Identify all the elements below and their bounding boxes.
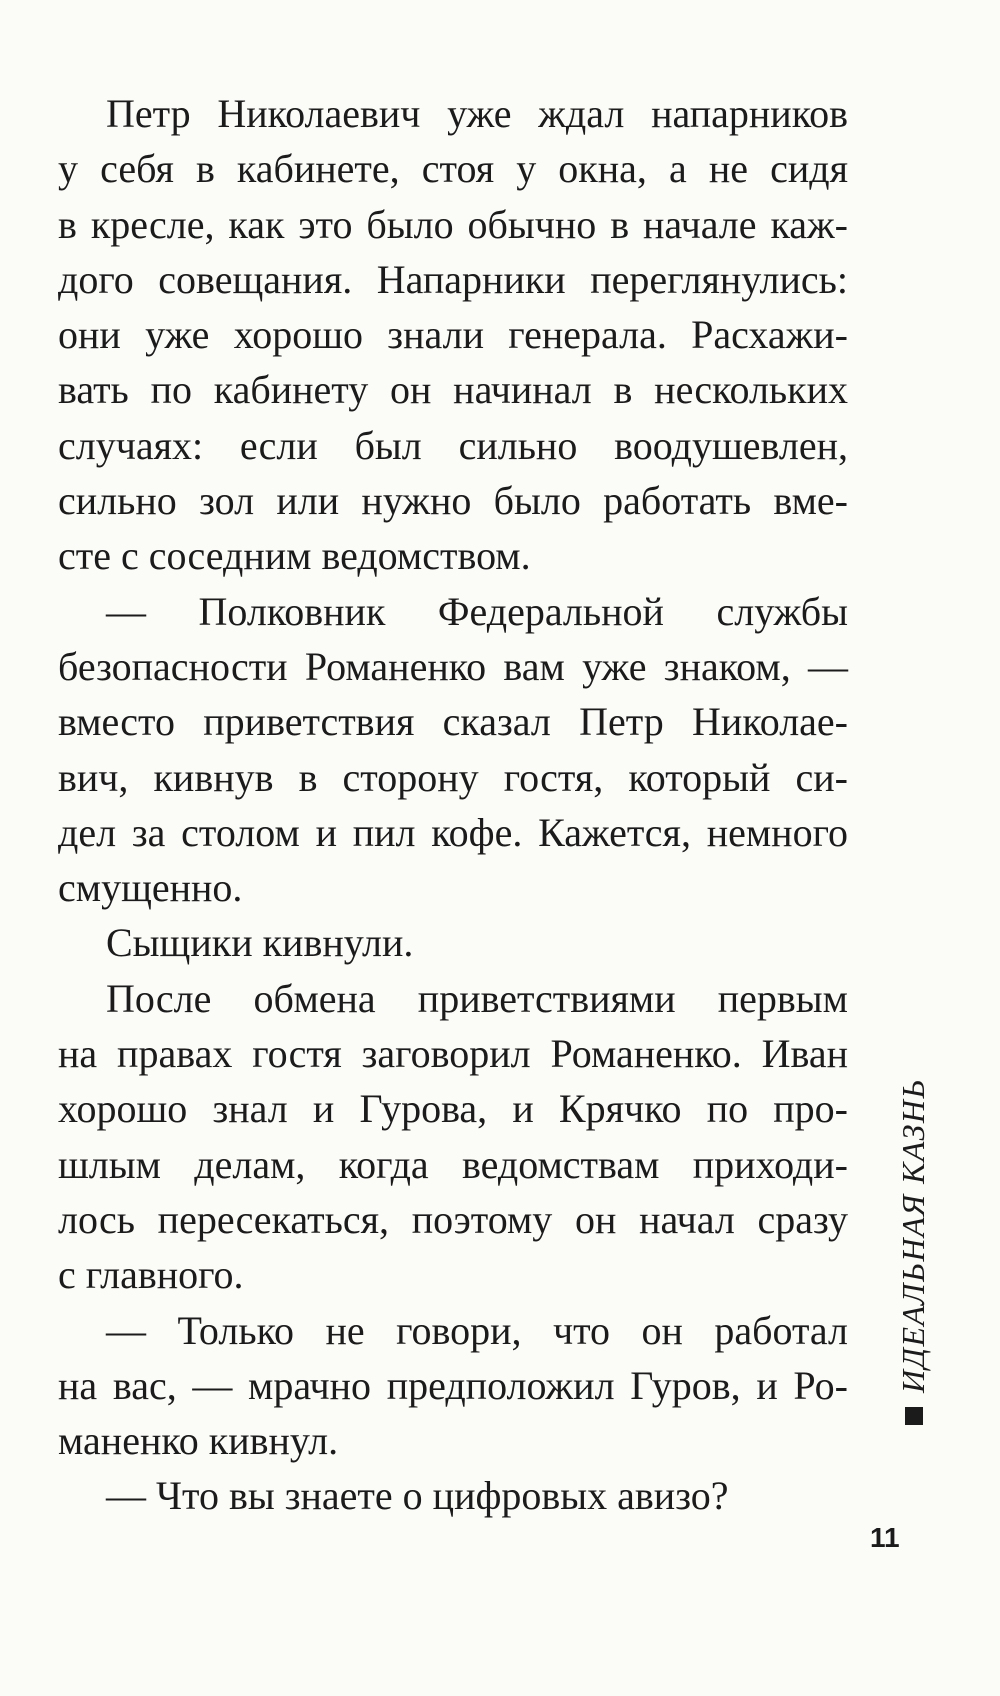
text-line: дел за столом и пил кофе. Кажется, немного bbox=[58, 809, 848, 855]
text-line: на вас, — мрачно предположил Гуров, и Ро- bbox=[58, 1362, 848, 1408]
page-number: 11 bbox=[870, 1522, 900, 1553]
text-line: хорошо знал и Гурова, и Крячко по про- bbox=[58, 1086, 848, 1132]
text-line: шлым делам, когда ведомствам приходи- bbox=[58, 1141, 848, 1187]
text-line: Петр Николаевич уже ждал напарников bbox=[106, 91, 848, 136]
text-line: вместо приветствия сказал Петр Николае- bbox=[58, 699, 848, 745]
text-line: После обмена приветствиями первым bbox=[106, 975, 848, 1021]
text-line: — Только не говори, что он работал bbox=[106, 1307, 848, 1353]
square-bullet-icon bbox=[905, 1407, 923, 1425]
text-line: сте с соседним ведомством. bbox=[58, 533, 531, 579]
text-line: маненко кивнул. bbox=[58, 1418, 339, 1464]
running-title-text: ИДЕАЛЬНАЯ КАЗНЬ bbox=[895, 1078, 931, 1393]
text-line: случаях: если был сильно воодушевлен, bbox=[58, 422, 848, 468]
running-title bbox=[895, 1078, 932, 1425]
text-line: — Что вы знаете о цифровых авизо? bbox=[106, 1473, 729, 1519]
text-line: Сыщики кивнули. bbox=[106, 920, 414, 966]
text-line: они уже хорошо знали генерала. Расхажи- bbox=[58, 312, 848, 358]
text-line: сильно зол или нужно было работать вме- bbox=[58, 478, 848, 524]
text-line: вич, кивнув в сторону гостя, который си- bbox=[58, 754, 848, 800]
text-line: на правах гостя заговорил Романенко. Иван bbox=[58, 1031, 848, 1077]
text-line: — Полковник Федеральной службы bbox=[106, 588, 848, 634]
body-text bbox=[58, 86, 848, 1524]
text-line: смущенно. bbox=[58, 865, 243, 911]
text-line: у себя в кабинете, стоя у окна, а не сидя bbox=[58, 146, 848, 192]
text-line: в кресле, как это было обычно в начале каж- bbox=[58, 201, 848, 247]
text-line: дого совещания. Напарники переглянулись: bbox=[58, 256, 848, 302]
text-line: с главного. bbox=[58, 1252, 244, 1298]
text-line: лось пересекаться, поэтому он начал сразу bbox=[58, 1196, 848, 1242]
text-line: вать по кабинету он начинал в нескольких bbox=[58, 367, 848, 413]
text-line: безопасности Романенко вам уже знаком, — bbox=[58, 643, 848, 689]
